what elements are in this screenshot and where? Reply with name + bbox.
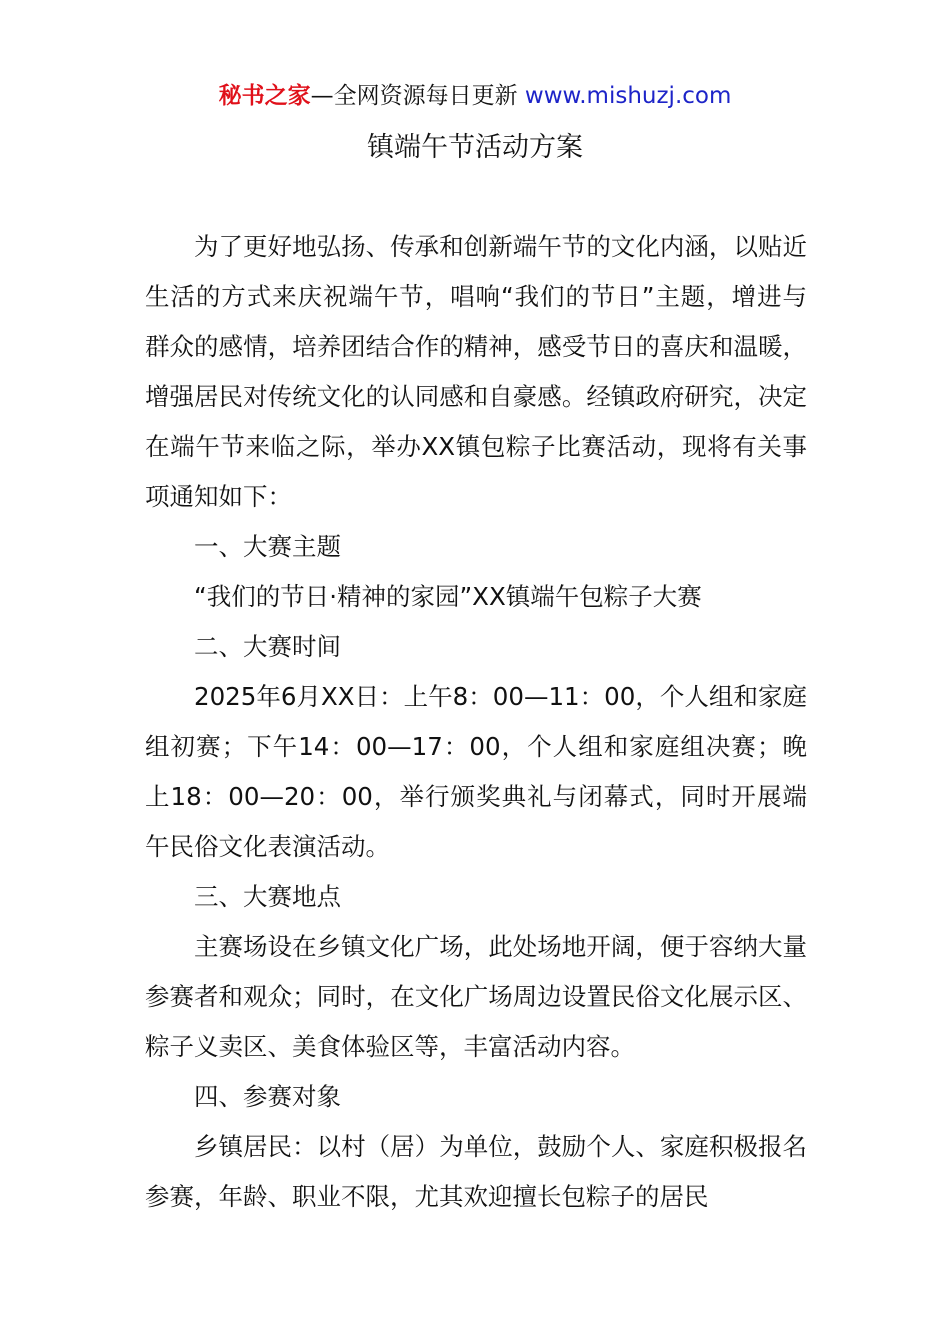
theme-paragraph: “我们的节日·精神的家园”XX镇端午包粽子大赛	[194, 582, 702, 611]
section-heading-location: 三、大赛地点	[194, 882, 341, 911]
banner-url-link[interactable]: www.mishuzj.com	[524, 83, 732, 109]
banner-tagline: —全网资源每日更新	[310, 83, 525, 109]
document-title: 镇端午节活动方案	[367, 132, 583, 163]
intro-paragraph: 为了更好地弘扬、传承和创新端午节的文化内涵，以贴近生活的方式来庆祝端午节，唱响“我们的节日”主题，增进与群众的感情，培养团结合作的精神，感受节日的喜庆和温暖，增强居民对传统文化的认同感和自豪感。经镇政府研究，决定在端午节来临之际，举办XX镇包粽子比赛活动，现将有关事项通知如下：	[145, 232, 807, 511]
location-paragraph: 主赛场设在乡镇文化广场，此处场地开阔，便于容纳大量参赛者和观众；同时，在文化广场周边设置民俗文化展示区、粽子义卖区、美食体验区等，丰富活动内容。	[145, 932, 807, 1061]
participants-paragraph: 乡镇居民：以村（居）为单位，鼓励个人、家庭积极报名参赛，年龄、职业不限，尤其欢迎擅长包粽子的居民	[145, 1132, 807, 1211]
section-heading-time: 二、大赛时间	[194, 632, 341, 661]
time-paragraph: 2025年6月XX日：上午8：00—11：00，个人组和家庭组初赛；下午14：00—17：00，个人组和家庭组决赛；晚上18：00—20：00，举行颁奖典礼与闭幕式，同时开展端午民俗文化表演活动。	[145, 682, 807, 861]
banner-brand: 秘书之家	[218, 83, 311, 109]
section-heading-participants: 四、参赛对象	[194, 1082, 341, 1111]
document-body	[145, 222, 807, 1222]
site-banner	[0, 80, 950, 112]
section-heading-theme: 一、大赛主题	[194, 532, 341, 561]
